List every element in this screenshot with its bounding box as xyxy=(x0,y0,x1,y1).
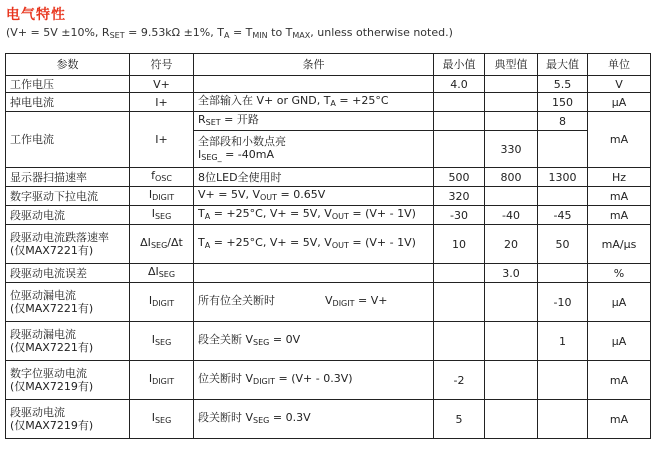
typ-cell xyxy=(485,322,538,361)
condition-cell: $T_A = +25^\circ C$, V+ = 5V, $V_{OUT} = (V+ - 1V)$ xyxy=(194,225,434,264)
min-cell xyxy=(434,283,485,322)
symbol-cell: $\Delta I_{SEG}$ xyxy=(130,264,194,283)
unit-cell: mA xyxy=(588,206,651,225)
symbol-cell: V+ xyxy=(130,76,194,93)
table-row xyxy=(6,264,651,283)
table-row xyxy=(6,322,651,361)
symbol-cell: $I_{DIGIT}$ xyxy=(130,187,194,206)
header-conditions: 条件 xyxy=(194,54,434,76)
electrical-characteristics-table xyxy=(5,53,651,439)
typ-cell xyxy=(485,283,538,322)
table-header-row xyxy=(6,54,651,76)
symbol-cell: $\Delta I_{SEG}/\Delta t$ xyxy=(130,225,194,264)
param-cell: 数字位驱动电流 (仅MAX7219有) xyxy=(6,361,130,400)
unit-cell: μA xyxy=(588,93,651,112)
param-cell: 段驱动电流 (仅MAX7219有) xyxy=(6,400,130,439)
symbol-cell: $I_{SEG}$ xyxy=(130,322,194,361)
min-cell: 10 xyxy=(434,225,485,264)
header-min: 最小值 xyxy=(434,54,485,76)
condition-cell: 全部段和小数点亮 $I_{SEG\_} = -40mA$ xyxy=(194,131,434,168)
symbol-cell: $I_{DIGIT}$ xyxy=(130,361,194,400)
table-row xyxy=(6,283,651,322)
typ-cell: 330 xyxy=(485,131,538,168)
typ-cell xyxy=(485,112,538,131)
max-cell: 150 xyxy=(538,93,588,112)
max-cell: 1300 xyxy=(538,168,588,187)
typ-cell: -40 xyxy=(485,206,538,225)
min-cell xyxy=(434,264,485,283)
table-row xyxy=(6,93,651,112)
test-conditions: (V+ = 5V ±10%, $R_{SET} = 9.53k\Omega \pm 1\%$, $T_A = T_{MIN}$ to $T_{MAX}$, unless otherwise noted.) xyxy=(6,26,453,40)
max-cell xyxy=(538,400,588,439)
max-cell xyxy=(538,361,588,400)
condition-cell: 所有位全关断时 $V_{DIGIT} = V+$ xyxy=(194,283,434,322)
typ-cell xyxy=(485,400,538,439)
max-cell: -10 xyxy=(538,283,588,322)
table-row xyxy=(6,361,651,400)
symbol-cell: I+ xyxy=(130,93,194,112)
max-cell xyxy=(538,187,588,206)
condition-cell: 段关断时 $V_{SEG} = 0.3V$ xyxy=(194,400,434,439)
table-row xyxy=(6,206,651,225)
typ-cell: 800 xyxy=(485,168,538,187)
condition-cell xyxy=(194,264,434,283)
unit-cell: mA/μs xyxy=(588,225,651,264)
header-symbol: 符号 xyxy=(130,54,194,76)
min-cell: 5 xyxy=(434,400,485,439)
section-title: 电气特性 xyxy=(6,7,66,23)
min-cell: 320 xyxy=(434,187,485,206)
condition-cell: V+ = 5V, $V_{OUT} = 0.65V$ xyxy=(194,187,434,206)
param-cell: 显示器扫描速率 xyxy=(6,168,130,187)
max-cell: 1 xyxy=(538,322,588,361)
param-cell: 段驱动电流跌落速率 (仅MAX7221有) xyxy=(6,225,130,264)
table-row xyxy=(6,112,651,131)
table-row xyxy=(6,187,651,206)
table-row xyxy=(6,225,651,264)
param-cell: 段驱动电流 xyxy=(6,206,130,225)
param-cell: 位驱动漏电流 (仅MAX7221有) xyxy=(6,283,130,322)
condition-cell xyxy=(194,76,434,93)
min-cell: -30 xyxy=(434,206,485,225)
unit-cell: Hz xyxy=(588,168,651,187)
symbol-cell: $I_{DIGIT}$ xyxy=(130,283,194,322)
typ-cell xyxy=(485,361,538,400)
condition-cell: 8位LED全使用时 xyxy=(194,168,434,187)
param-cell: 掉电电流 xyxy=(6,93,130,112)
param-cell: 数字驱动下拉电流 xyxy=(6,187,130,206)
typ-cell: 3.0 xyxy=(485,264,538,283)
min-cell: 4.0 xyxy=(434,76,485,93)
typ-cell: 20 xyxy=(485,225,538,264)
condition-cell: 位关断时 $V_{DIGIT} = (V+ - 0.3V)$ xyxy=(194,361,434,400)
table-row xyxy=(6,168,651,187)
param-cell: 工作电压 xyxy=(6,76,130,93)
symbol-cell: $I_{SEG}$ xyxy=(130,206,194,225)
unit-cell: mA xyxy=(588,112,651,168)
min-cell: -2 xyxy=(434,361,485,400)
symbol-cell: I+ xyxy=(130,112,194,168)
max-cell: 8 xyxy=(538,112,588,131)
param-cell: 工作电流 xyxy=(6,112,130,168)
min-cell xyxy=(434,112,485,131)
symbol-cell: $I_{SEG}$ xyxy=(130,400,194,439)
min-cell xyxy=(434,322,485,361)
param-cell: 段驱动漏电流 (仅MAX7221有) xyxy=(6,322,130,361)
typ-cell xyxy=(485,76,538,93)
unit-cell: μA xyxy=(588,322,651,361)
unit-cell: mA xyxy=(588,187,651,206)
condition-cell: $T_A = +25^\circ C$, V+ = 5V, $V_{OUT} = (V+ - 1V)$ xyxy=(194,206,434,225)
header-param: 参数 xyxy=(6,54,130,76)
min-cell: 500 xyxy=(434,168,485,187)
param-cell: 段驱动电流误差 xyxy=(6,264,130,283)
max-cell: 50 xyxy=(538,225,588,264)
header-typ: 典型值 xyxy=(485,54,538,76)
table-row xyxy=(6,400,651,439)
condition-cell: 段全关断 $V_{SEG} = 0V$ xyxy=(194,322,434,361)
max-cell: -45 xyxy=(538,206,588,225)
max-cell xyxy=(538,131,588,168)
min-cell xyxy=(434,131,485,168)
condition-cell: 全部输入在 V+ or GND, $T_A = +25^\circ C$ xyxy=(194,93,434,112)
unit-cell: μA xyxy=(588,283,651,322)
unit-cell: V xyxy=(588,76,651,93)
header-unit: 单位 xyxy=(588,54,651,76)
condition-cell: $R_{SET}$ = 开路 xyxy=(194,112,434,131)
header-max: 最大值 xyxy=(538,54,588,76)
typ-cell xyxy=(485,93,538,112)
typ-cell xyxy=(485,187,538,206)
symbol-cell: $f_{OSC}$ xyxy=(130,168,194,187)
table-row xyxy=(6,76,651,93)
min-cell xyxy=(434,93,485,112)
unit-cell: mA xyxy=(588,400,651,439)
unit-cell: % xyxy=(588,264,651,283)
max-cell xyxy=(538,264,588,283)
unit-cell: mA xyxy=(588,361,651,400)
max-cell: 5.5 xyxy=(538,76,588,93)
